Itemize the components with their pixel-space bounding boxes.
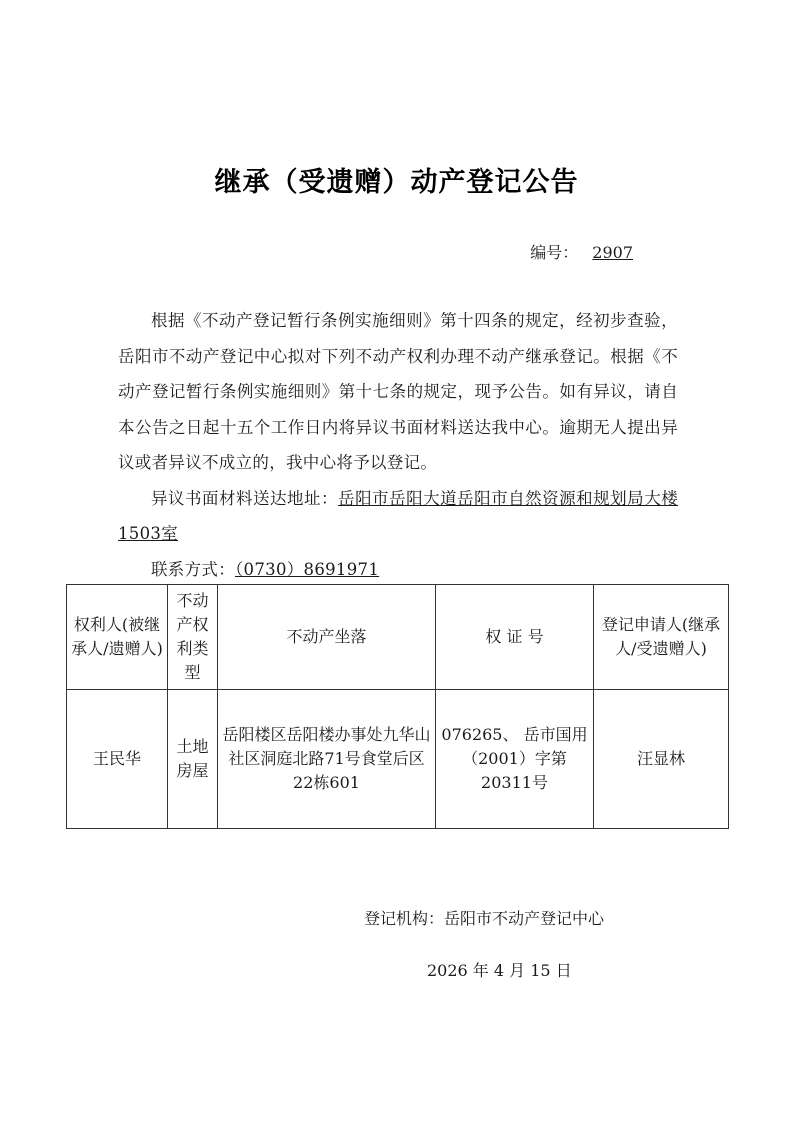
cell-applicant: 汪显林 [594,690,729,829]
header-location: 不动产坐落 [218,585,436,690]
registration-table [66,584,729,829]
serial-label: 编号： [530,243,579,262]
notice-body [118,303,678,587]
table-row [67,690,729,829]
notice-date: 2026 年 4 月 15 日 [427,961,572,980]
address-line [118,481,678,552]
cell-right-type: 土地房屋 [168,690,218,829]
page-title: 继承（受遗赠）动产登记公告 [214,167,579,198]
address-label: 异议书面材料送达地址： [151,488,339,508]
header-certificate-no: 权 证 号 [436,585,594,690]
cell-location: 岳阳楼区岳阳楼办事处九华山社区洞庭北路71号食堂后区22栋601 [218,690,436,829]
cell-certificate-no: 076265、 岳市国用（2001）字第20311号 [436,690,594,829]
contact-line [118,552,678,588]
table-header-row [67,585,729,690]
registration-agency: 登记机构：岳阳市不动产登记中心 [364,909,605,928]
contact-label: 联系方式： [151,559,235,579]
serial-value: 2907 [592,243,633,262]
header-applicant: 登记申请人(继承人/受遗赠人) [594,585,729,690]
serial-number [530,240,633,263]
notice-paragraph: 根据《不动产登记暂行条例实施细则》第十四条的规定，经初步查验，岳阳市不动产登记中心拟对下列不动产权利办理不动产继承登记。根据《不动产登记暂行条例实施细则》第十七条的规定，现予公告。如有异议，请自本公告之日起十五个工作日内将异议书面材料送达我中心。逾期无人提出异议或者异议不成立的，我中心将予以登记。 [118,311,678,472]
header-right-type: 不动产权利类型 [168,585,218,690]
address-value: 岳阳市岳阳大道岳阳市自然资源和规划局大楼1503室 [118,488,678,543]
cell-rights-holder: 王民华 [67,690,168,829]
contact-value: （0730）8691971 [235,559,380,579]
header-rights-holder: 权利人(被继承人/遗赠人) [67,585,168,690]
